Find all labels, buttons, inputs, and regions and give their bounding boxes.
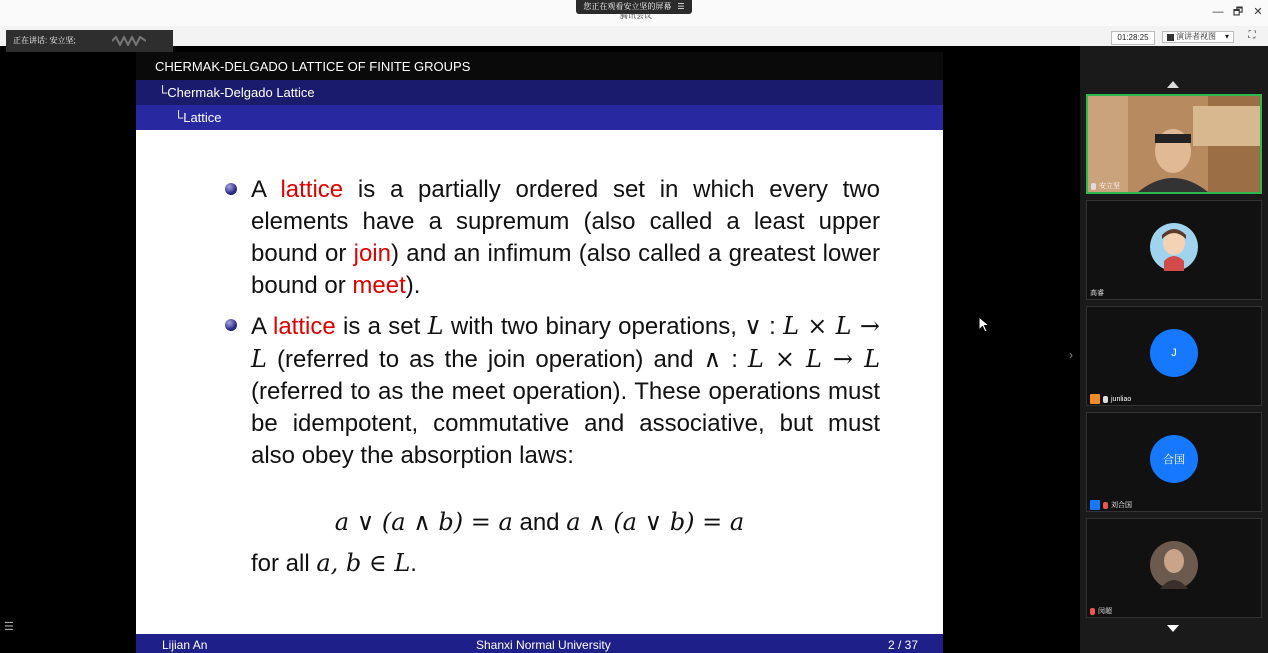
user-badge-icon [1090, 394, 1100, 404]
microphone-icon [1103, 396, 1108, 403]
menu-icon[interactable]: ☰ [677, 2, 685, 11]
shared-slide [136, 52, 943, 653]
fullscreen-button[interactable]: ⛶ [1248, 30, 1256, 41]
participant-name: 闵超 [1098, 608, 1112, 615]
participant-name: junliao [1111, 395, 1132, 403]
subsection-title: Lattice [183, 110, 222, 125]
participant-label [1090, 394, 1131, 404]
layout-icon [1167, 34, 1174, 41]
footer-page-number: 2 / 37 [888, 638, 919, 652]
avatar-image [1150, 223, 1198, 271]
speaking-indicator [6, 30, 173, 52]
minimize-button[interactable]: — [1212, 6, 1224, 18]
slide-header-section [136, 80, 943, 105]
participant-tile[interactable] [1086, 306, 1262, 406]
avatar-image [1150, 541, 1198, 589]
list-icon[interactable]: ☰ [4, 621, 14, 633]
participant-video [1088, 96, 1260, 192]
participant-tile[interactable] [1086, 94, 1262, 194]
participant-label [1090, 606, 1112, 616]
bullet-marker [225, 183, 237, 195]
absorption-law-formula: a ∨ (a ∧ b) = a and a ∧ (a ∨ b) = a [334, 508, 745, 536]
close-button[interactable]: ✕ [1253, 6, 1263, 18]
tree-mark: └ [174, 110, 184, 125]
avatar: J [1150, 329, 1198, 377]
section-title: Chermak-Delgado Lattice [167, 85, 315, 100]
speaking-text: 正在讲话: 安立坚; [13, 36, 76, 45]
share-banner-text: 您正在观看安立坚的屏幕 [583, 2, 672, 11]
view-mode-dropdown[interactable] [1162, 31, 1234, 43]
participant-name: 高睿 [1090, 290, 1104, 297]
view-mode-label: 演讲者视图 [1176, 32, 1216, 41]
audio-wave-icon [112, 36, 146, 46]
forall-line: for all a, b ∈ L. [251, 549, 417, 577]
scroll-down-icon[interactable] [1167, 625, 1179, 632]
tree-mark: └ [158, 85, 168, 100]
restore-button[interactable]: 🗗 [1232, 6, 1244, 18]
user-badge-icon [1090, 500, 1100, 510]
participant-label [1090, 288, 1104, 298]
meeting-title: 腾讯会议 [620, 11, 652, 20]
bullet-1-text: A lattice is a partially ordered set in which every two elements have a supremum (also called a least upper bound or join) and an infimum (also called a greatest lower bound or meet). [251, 176, 881, 299]
slide-header-title: CHERMAK-DELGADO LATTICE OF FINITE GROUPS [136, 52, 943, 80]
participant-tile[interactable] [1086, 412, 1262, 512]
microphone-icon [1091, 183, 1096, 190]
avatar: 合国 [1150, 435, 1198, 483]
bullet-2-text: A lattice is a set L with two binary operations, ∨ : L × L → L (referred to as the join operation) and ∧ : L × L → L (referred to as the meet operation). These operations must be idempotent, commutative and associative, but must also obey the absorption laws: [251, 312, 880, 469]
mouse-cursor-icon [978, 316, 990, 333]
participant-label [1090, 500, 1132, 510]
participant-name: 刘合国 [1111, 502, 1132, 509]
collapse-panel-button[interactable]: › [1069, 348, 1073, 362]
footer-institution: Shanxi Normal University [476, 638, 611, 652]
participant-tile[interactable] [1086, 200, 1262, 300]
footer-author: Lijian An [162, 638, 208, 652]
participant-tile[interactable] [1086, 518, 1262, 618]
slide-footer [136, 634, 943, 653]
participant-name: 安立坚 [1099, 183, 1120, 190]
slide-header-subsection [136, 105, 943, 130]
participant-label [1091, 181, 1120, 191]
microphone-muted-icon [1103, 502, 1108, 509]
microphone-muted-icon [1090, 608, 1095, 615]
meeting-timer: 01:28:25 [1111, 31, 1155, 45]
chevron-down-icon: ▾ [1224, 32, 1229, 41]
bullet-marker [225, 319, 237, 331]
meeting-toolbar [0, 26, 1268, 46]
scroll-up-icon[interactable] [1167, 81, 1179, 88]
